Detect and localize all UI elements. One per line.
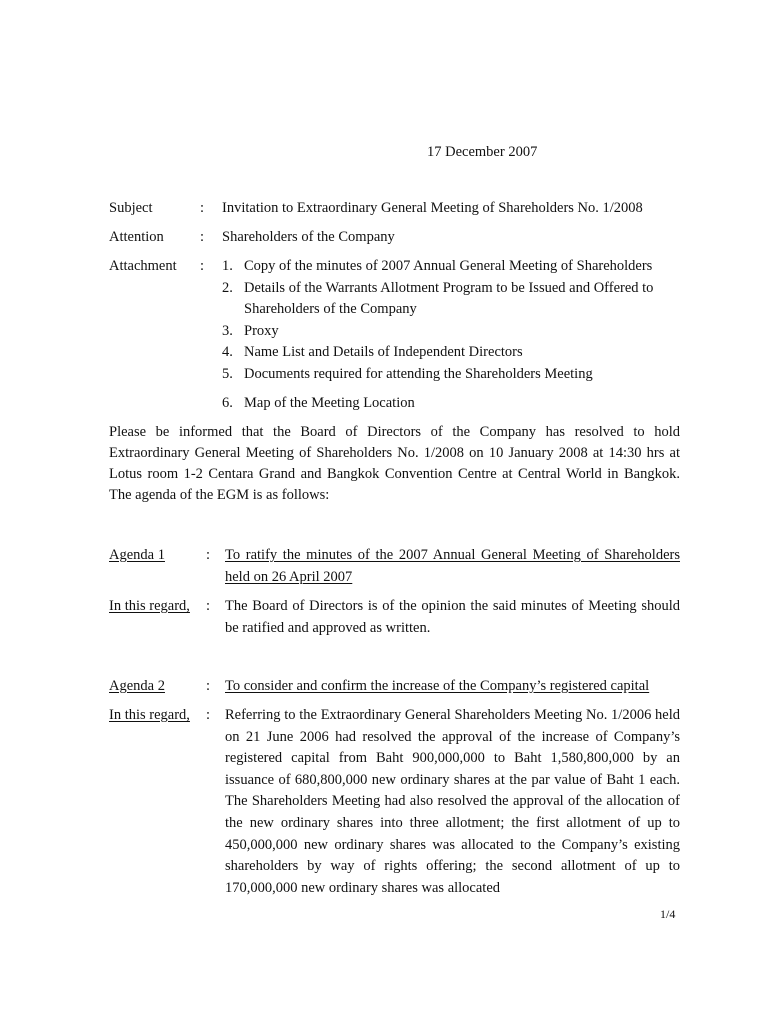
subject-colon: : <box>200 200 205 216</box>
agenda-2-regard-label: In this regard, <box>109 707 190 723</box>
attachment-label: Attachment <box>109 258 177 274</box>
attachment-num: 1. <box>222 258 233 274</box>
attention-colon: : <box>200 229 205 245</box>
agenda-2-label: Agenda 2 <box>109 678 165 694</box>
attachment-text: Copy of the minutes of 2007 Annual General Meeting of Shareholders <box>244 258 653 274</box>
attachment-text: Documents required for attending the Shareholders Meeting <box>244 366 593 382</box>
attachment-text: Details of the Warrants Allotment Program to be Issued and Offered to <box>244 280 654 296</box>
agenda-2-regard-colon: : <box>206 707 211 723</box>
attachment-num: 4. <box>222 344 233 360</box>
attachment-num: 3. <box>222 323 233 339</box>
agenda-1-title: To ratify the minutes of the 2007 Annual General Meeting of Shareholders held on 26 April 2007 <box>225 547 680 585</box>
agenda-1-label: Agenda 1 <box>109 547 165 563</box>
subject-label: Subject <box>109 200 153 216</box>
agenda-1-regard-text: The Board of Directors is of the opinion the said minutes of Meeting should be ratified and approved as written. <box>225 598 680 636</box>
attachment-num: 5. <box>222 366 233 382</box>
page-number: 1/4 <box>660 907 676 921</box>
agenda-1-regard-label: In this regard, <box>109 598 190 614</box>
agenda-1-regard-colon: : <box>206 598 211 614</box>
attachment-num: 2. <box>222 280 233 296</box>
attachment-text: Proxy <box>244 323 279 339</box>
agenda-2-title: To consider and confirm the increase of the Company’s registered capital <box>225 678 650 694</box>
agenda-2-colon: : <box>206 678 211 694</box>
letter-date: 17 December 2007 <box>427 144 538 160</box>
agenda-1-colon: : <box>206 547 211 563</box>
attachment-text: Name List and Details of Independent Directors <box>244 344 523 360</box>
attachment-colon: : <box>200 258 205 274</box>
subject-value: Invitation to Extraordinary General Meeting of Shareholders No. 1/2008 <box>222 200 643 216</box>
attention-value: Shareholders of the Company <box>222 229 395 245</box>
attachment-text: Shareholders of the Company <box>244 301 417 317</box>
attachment-text: Map of the Meeting Location <box>244 395 415 411</box>
intro-paragraph: Please be informed that the Board of Directors of the Company has resolved to hold Extraordinary General Meeting of Shareholders No. 1/2008 on 10 January 2008 at 14:30 hrs at Lotus room 1-2 Centara Grand and Bangkok Convention Centre at Central World in Bangkok. The agenda of the EGM is as follows: <box>109 424 680 503</box>
agenda-2-regard-text: Referring to the Extraordinary General Shareholders Meeting No. 1/2006 held on 21 June 2006 had resolved the approval of the increase of Company’s registered capital from Baht 900,000,000 to Baht 1,580,800,000 by an issuance of 680,800,000 new ordinary shares at the par value of Baht 1 each. The Shareholders Meeting had also resolved the approval of the allocation of the new ordinary shares into three allotment; the first allotment of up to 450,000,000 new ordinary shares was allocated to the Company’s existing shareholders by way of rights offering; the second allotment of up to 170,000,000 new ordinary shares was allocated <box>225 707 680 896</box>
attention-label: Attention <box>109 229 164 245</box>
attachment-num: 6. <box>222 395 233 411</box>
